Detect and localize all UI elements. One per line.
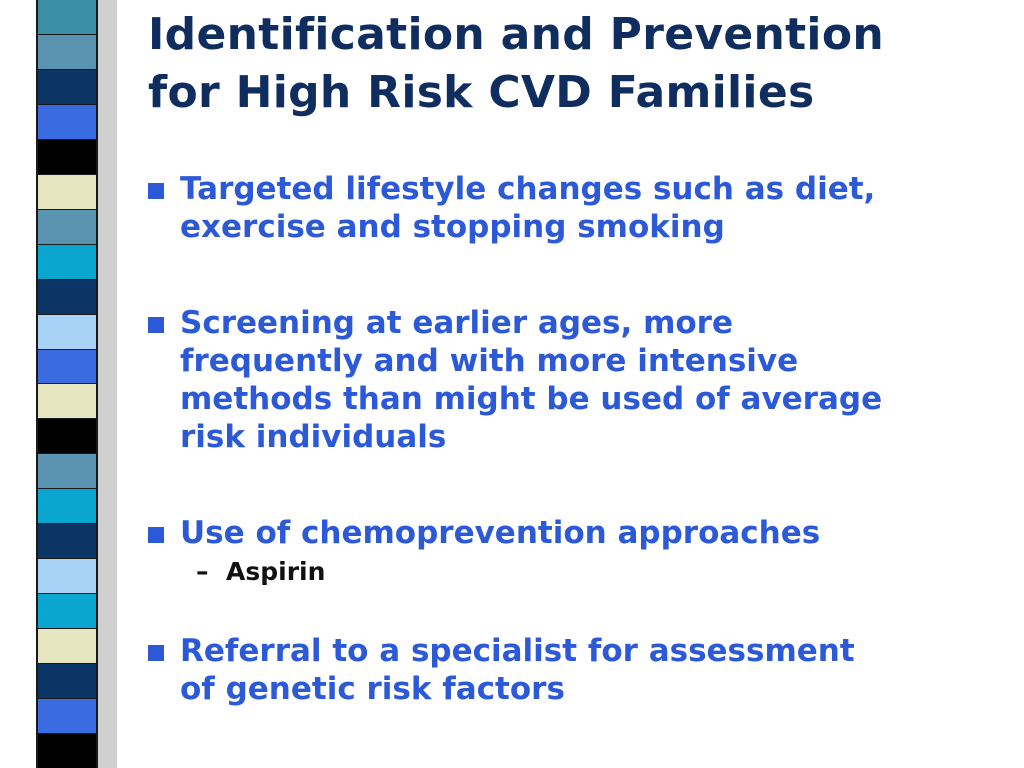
dash-bullet-icon: –	[196, 557, 209, 586]
decorative-stripe	[38, 664, 96, 699]
square-bullet-icon	[148, 183, 164, 199]
decorative-stripe	[38, 734, 96, 768]
decorative-stripe	[38, 280, 96, 315]
decorative-stripe	[38, 594, 96, 629]
decorative-stripe	[38, 524, 96, 559]
bullet-text-line: methods than might be used of average	[180, 381, 883, 417]
decorative-stripe	[38, 350, 96, 385]
sub-bullet-item-aspirin	[180, 556, 996, 588]
bullet-text-line: frequently and with more intensive	[180, 343, 799, 379]
slide-title	[148, 6, 1008, 122]
decorative-stripe	[38, 105, 96, 140]
decorative-stripe	[38, 35, 96, 70]
decorative-stripe	[38, 559, 96, 594]
decorative-stripe	[38, 70, 96, 105]
sub-bullet-text: Aspirin	[226, 557, 326, 586]
bullet-item-lifestyle	[146, 170, 996, 246]
title-line-2: for High Risk CVD Families	[148, 67, 815, 118]
decorative-stripe	[38, 699, 96, 734]
bullet-item-chemoprevention	[146, 514, 996, 588]
decorative-stripe	[38, 629, 96, 664]
bullet-text-line: Screening at earlier ages, more	[180, 305, 733, 341]
bullet-text-line: Targeted lifestyle changes such as diet,	[180, 171, 876, 207]
decorative-stripe	[38, 140, 96, 175]
square-bullet-icon	[148, 645, 164, 661]
decorative-stripe	[38, 210, 96, 245]
bullet-list	[146, 170, 996, 766]
decorative-stripe	[38, 419, 96, 454]
bullet-item-referral	[146, 632, 996, 708]
decorative-stripe	[38, 245, 96, 280]
decorative-stripe	[38, 454, 96, 489]
title-line-1: Identification and Prevention	[148, 9, 884, 60]
bullet-text-line: of genetic risk factors	[180, 671, 565, 707]
bullet-text-line: Referral to a specialist for assessment	[180, 633, 855, 669]
bullet-text-line: risk individuals	[180, 419, 447, 455]
square-bullet-icon	[148, 317, 164, 333]
bullet-text-line: exercise and stopping smoking	[180, 209, 725, 245]
decorative-stripe	[38, 315, 96, 350]
square-bullet-icon	[148, 527, 164, 543]
decorative-stripe-band	[0, 0, 118, 768]
decorative-stripe	[38, 175, 96, 210]
bullet-text-line: Use of chemoprevention approaches	[180, 515, 821, 551]
sub-bullet-list	[180, 556, 996, 588]
decorative-stripe	[38, 384, 96, 419]
decorative-stripe	[38, 0, 96, 35]
bullet-item-screening	[146, 304, 996, 456]
stripe-column	[36, 0, 98, 768]
decorative-stripe	[38, 489, 96, 524]
